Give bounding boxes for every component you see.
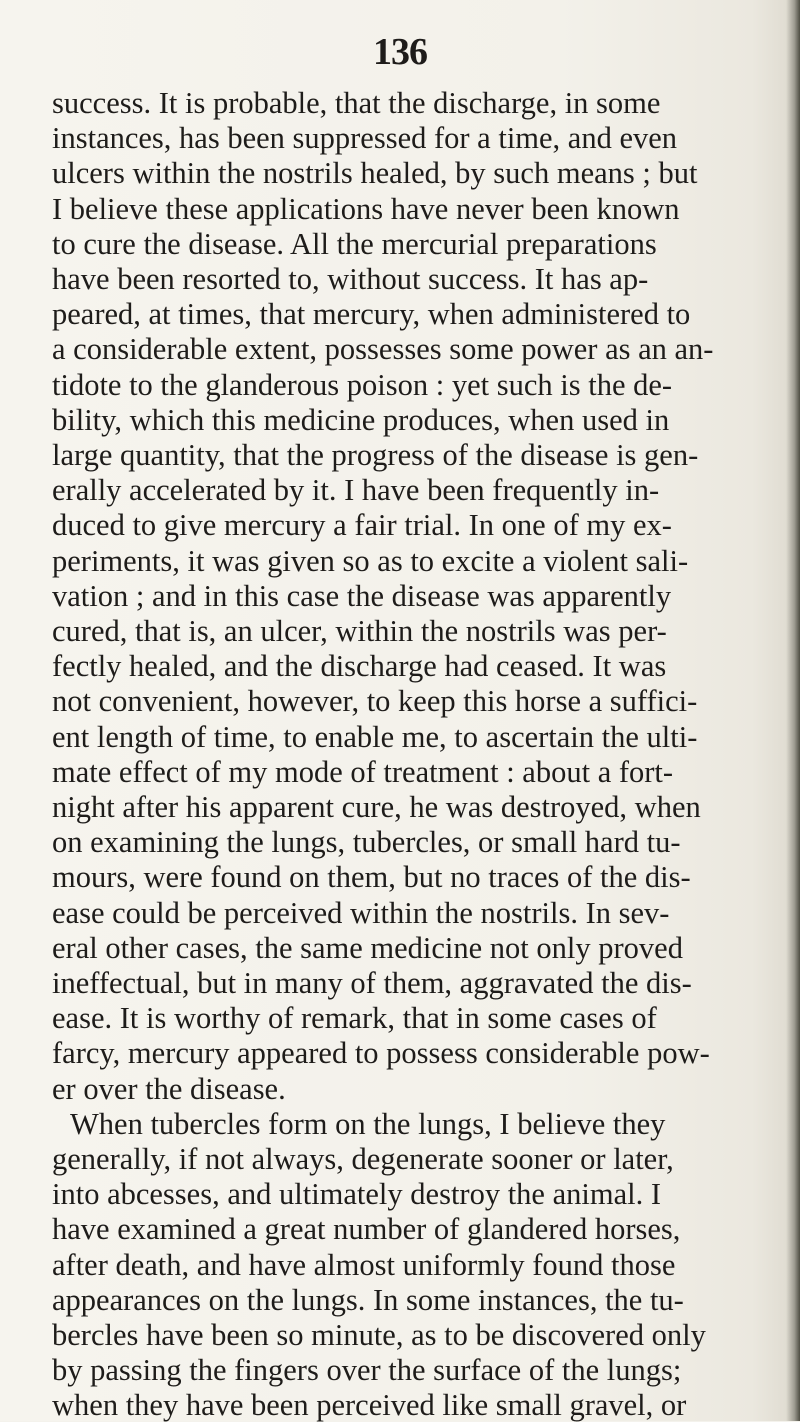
text-line: fectly healed, and the discharge had ceased. It was	[52, 649, 667, 684]
text-line: on examining the lungs, tubercles, or small hard tu-	[52, 825, 681, 860]
text-line: vation ; and in this case the disease was apparently	[52, 578, 672, 613]
text-line: success. It is probable, that the discharge, in some	[52, 86, 661, 120]
text-line: have examined a great number of glandered horses,	[52, 1212, 681, 1247]
text-line: bercles have been so minute, as to be discovered only	[52, 1318, 706, 1352]
text-line: ease could be perceived within the nostrils. In sev-	[52, 895, 670, 930]
text-line: ineffectual, but in many of them, aggravated the dis-	[52, 966, 692, 1000]
text-line: into abcesses, and ultimately destroy the animal. I	[52, 1177, 661, 1212]
text-line: a considerable extent, possesses some power as an an-	[52, 332, 714, 367]
page-edge-shadow	[786, 0, 800, 1421]
body-text	[52, 0, 800, 1422]
text-line: er over the disease.	[52, 1071, 286, 1106]
text-line: farcy, mercury appeared to possess considerable pow-	[52, 1036, 710, 1071]
text-line: ent length of time, to enable me, to ascertain the ulti-	[52, 719, 698, 754]
text-line: by passing the fingers over the surface of the lungs;	[52, 1353, 682, 1388]
text-line: ease. It is worthy of remark, that in some cases of	[52, 1001, 657, 1036]
text-line: tidote to the glanderous poison : yet such is the de-	[52, 367, 673, 402]
text-line: after death, and have almost uniformly found those	[52, 1247, 676, 1282]
text-line: bility, which this medicine produces, when used in	[52, 402, 670, 437]
text-line: night after his apparent cure, he was destroyed, when	[52, 790, 701, 824]
text-line: appearances on the lungs. In some instances, the tu-	[52, 1282, 684, 1317]
text-line: duced to give mercury a fair trial. In one of my ex-	[52, 508, 672, 543]
text-line: generally, if not always, degenerate sooner or later,	[52, 1142, 674, 1176]
text-line: I believe these applications have never been known	[52, 191, 680, 226]
text-line: have been resorted to, without success. It has ap-	[52, 262, 649, 296]
text-line: mate effect of my mode of treatment : about a fort-	[52, 754, 674, 789]
text-line: cured, that is, an ulcer, within the nostrils was per-	[52, 614, 667, 648]
text-line: erally accelerated by it. I have been frequently in-	[52, 473, 660, 508]
text-line: large quantity, that the progress of the disease is gen-	[52, 438, 699, 472]
text-line: to cure the disease. All the mercurial preparations	[52, 226, 657, 261]
text-line: When tubercles form on the lungs, I believe they	[70, 1106, 666, 1141]
text-line: peared, at times, that mercury, when administered to	[52, 297, 691, 332]
text-line: instances, has been suppressed for a time, and even	[52, 121, 678, 156]
text-line: periments, it was given so as to excite a violent sali-	[52, 543, 689, 578]
text-line: not convenient, however, to keep this horse a suffici-	[52, 684, 698, 719]
text-line: eral other cases, the same medicine not only proved	[52, 930, 683, 965]
page-number: 136	[373, 31, 427, 73]
text-line: mours, were found on them, but no traces of the dis-	[52, 860, 691, 895]
text-line: ulcers within the nostrils healed, by such means ; but	[52, 156, 698, 191]
text-line: when they have been perceived like small gravel, or	[52, 1388, 687, 1422]
